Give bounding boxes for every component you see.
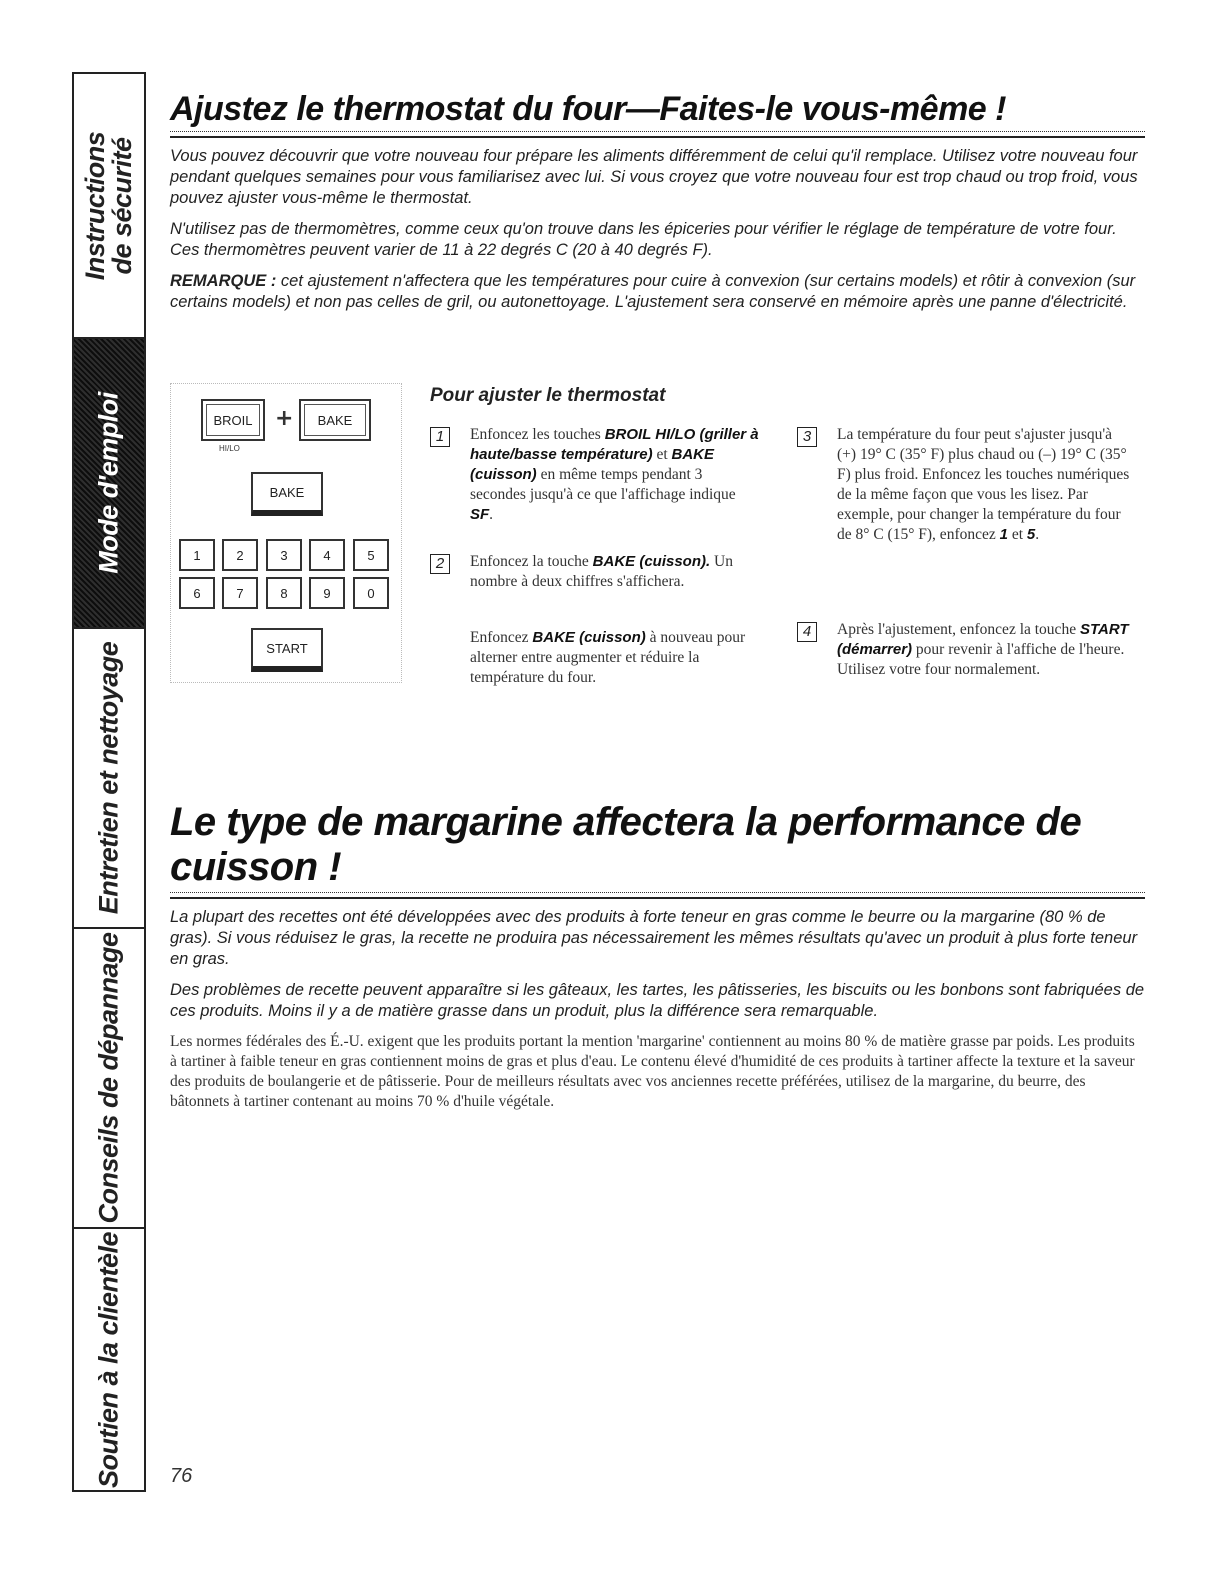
section1-thermometer-warning: N'utilisez pas de thermomètres, comme ceux qu'on trouve dans les épiceries pour vérifier le réglage de température de votre four. Ces thermomètres peuvent varier de 11 à 22 degrés C (20 à 40 degrés F). (170, 220, 1117, 259)
section1-note (170, 271, 1145, 313)
step-2-number: 2 (430, 554, 450, 574)
hilo-label: HI/LO (219, 444, 240, 453)
section1-rule (170, 131, 1145, 138)
step-4-text-a: Après l'ajustement, enfoncez la touche (837, 621, 1080, 638)
tab-entretien-nettoyage[interactable] (74, 629, 144, 929)
step-3-text (837, 425, 1132, 545)
digit-key-6: 6 (179, 577, 215, 609)
step-2-text-c: Un nombre à deux chiffres s'affichera. (470, 553, 733, 590)
step-2b-text (470, 628, 760, 688)
step-4-text (837, 620, 1132, 680)
step-1-text (470, 425, 760, 525)
tab-mode-emploi-label: Mode d'emploi (93, 392, 124, 574)
step-1-sf: SF (470, 506, 490, 523)
step-1-text-e: . (489, 506, 494, 523)
step-2b-key-bake: BAKE (cuisson) (532, 629, 646, 646)
section-margarine (170, 800, 1145, 1112)
bake-key: BAKE (251, 472, 323, 516)
digit-key-4: 4 (309, 539, 345, 571)
note-text: cet ajustement n'affectera que les températures pour cuire à convexion (sur certains models) et rôtir à convexion (sur certains models) et non pas celles de gril, ou autonettoyage. L'ajustement sera conservé en mémoire après une panne d'électricité. (170, 272, 1136, 311)
section2-title: Le type de margarine affectera la performance de cuisson ! (170, 800, 1082, 889)
tab-soutien-clientele[interactable] (74, 1229, 144, 1490)
tab-securite-label: de sécurité (107, 136, 137, 275)
digit-key-3: 3 (266, 539, 302, 571)
tab-instructions-securite[interactable] (74, 74, 144, 339)
tab-conseils-label: Conseils de dépannage (93, 932, 124, 1224)
step-1-text-d: en même temps pendant 3 secondes jusqu'à ce que l'affichage indique (470, 466, 736, 503)
page-number: 76 (170, 1465, 193, 1487)
digit-key-0: 0 (353, 577, 389, 609)
step-2-text-a: Enfoncez la touche (470, 553, 593, 570)
broil-key: BROIL (201, 399, 265, 441)
step-4-number: 4 (797, 622, 817, 642)
section-thermostat (170, 90, 1145, 323)
steps-subhead: Pour ajuster le thermostat (430, 385, 666, 406)
section1-intro: Vous pouvez découvrir que votre nouveau four prépare les aliments différemment de celui qu'il remplace. Utilisez votre nouveau four pendant quelques semaines pour vous familiarisez avec lui. Si vous croyez que votre nouveau four est trop chaud ou trop froid, vous pouvez ajuster vous-même le thermostat. (170, 147, 1138, 207)
step-4-key-start: START (démarrer) (837, 621, 1129, 658)
tab-instructions-label: Instructions (80, 131, 110, 280)
tab-mode-emploi[interactable] (74, 339, 144, 629)
digit-key-8: 8 (266, 577, 302, 609)
step-3-text-c: et (1007, 526, 1027, 543)
digit-key-5: 5 (353, 539, 389, 571)
step-1-key-bake: BAKE (cuisson) (470, 446, 715, 483)
section2-standards: Les normes fédérales des É.-U. exigent que les produits portant la mention 'margarine' contiennent au moins 80 % de matière grasse par poids. Les produits à tartiner à faible teneur en gras contiennent moins de gras et plus d'eau. Le contenu élevé d'humidité de ces produits à tartiner affecte la texture et la saveur des produits de boulangerie et de pâtisserie. Pour de meilleurs résultats avec vos anciennes recette préférées, utilisez de la margarine, du beurre, des bâtonnets à tartiner contenant au moins 70 % d'huile végétale. (170, 1033, 1135, 1110)
tab-conseils-depannage[interactable] (74, 929, 144, 1229)
step-4-text-c: pour revenir à l'affiche de l'heure. Utilisez votre four normalement. (837, 641, 1125, 678)
section2-rule (170, 892, 1145, 899)
tab-entretien-label: Entretien et nettoyage (93, 641, 124, 915)
step-1-text-a: Enfoncez les touches (470, 426, 605, 443)
step-1-key-broil: BROIL HI/LO (griller à haute/basse température) (470, 426, 759, 463)
step-2b-text-c: à nouveau pour alterner entre augmenter et réduire la température du four. (470, 629, 746, 686)
digit-key-2: 2 (222, 539, 258, 571)
section1-title: Ajustez le thermostat du four—Faites-le vous-même ! (170, 90, 1006, 128)
digit-key-1: 1 (179, 539, 215, 571)
tab-soutien-label: Soutien à la clientèle (93, 1231, 124, 1488)
step-1-number: 1 (430, 427, 450, 447)
step-1-text-c: et (652, 446, 672, 463)
control-panel-illustration (170, 383, 402, 683)
section2-intro: La plupart des recettes ont été développées avec des produits à forte teneur en gras comme le beurre ou la margarine (80 % de gras). Si vous réduisez le gras, la recette ne produira pas nécessairement les mêmes résultats qu'avec un produit à plus forte teneur en gras. (170, 908, 1138, 968)
step-2-text (470, 552, 760, 592)
step-3-digit-1: 1 (999, 526, 1008, 543)
step-2b-text-a: Enfoncez (470, 629, 533, 646)
side-tab-column (72, 72, 146, 1492)
start-key: START (251, 628, 323, 672)
digit-key-7: 7 (222, 577, 258, 609)
step-3-text-d: . (1035, 526, 1040, 543)
plus-sign: + (275, 406, 294, 431)
step-3-number: 3 (797, 427, 817, 447)
digit-key-9: 9 (309, 577, 345, 609)
section2-problems: Des problèmes de recette peuvent apparaître si les gâteaux, les tartes, les pâtisseries, les biscuits ou les bonbons sont fabriquées de ces produits. Moins il y a de matière grasse dans un produit, plus la différence sera remarquable. (170, 981, 1145, 1020)
bake-key-top: BAKE (299, 399, 371, 441)
step-3-digit-5: 5 (1026, 526, 1036, 543)
step-2-key-bake: BAKE (cuisson). (592, 553, 711, 570)
note-label: REMARQUE : (170, 272, 277, 290)
step-3-text-a: La température du four peut s'ajuster jusqu'à (+) 19° C (35° F) plus chaud ou (–) 19° C (35° F) plus froid. Enfoncez les touches numériques de la même façon que vous les lisez. Par exemple, pour changer la température du four de 8° C (15° F), enfoncez (837, 426, 1130, 543)
